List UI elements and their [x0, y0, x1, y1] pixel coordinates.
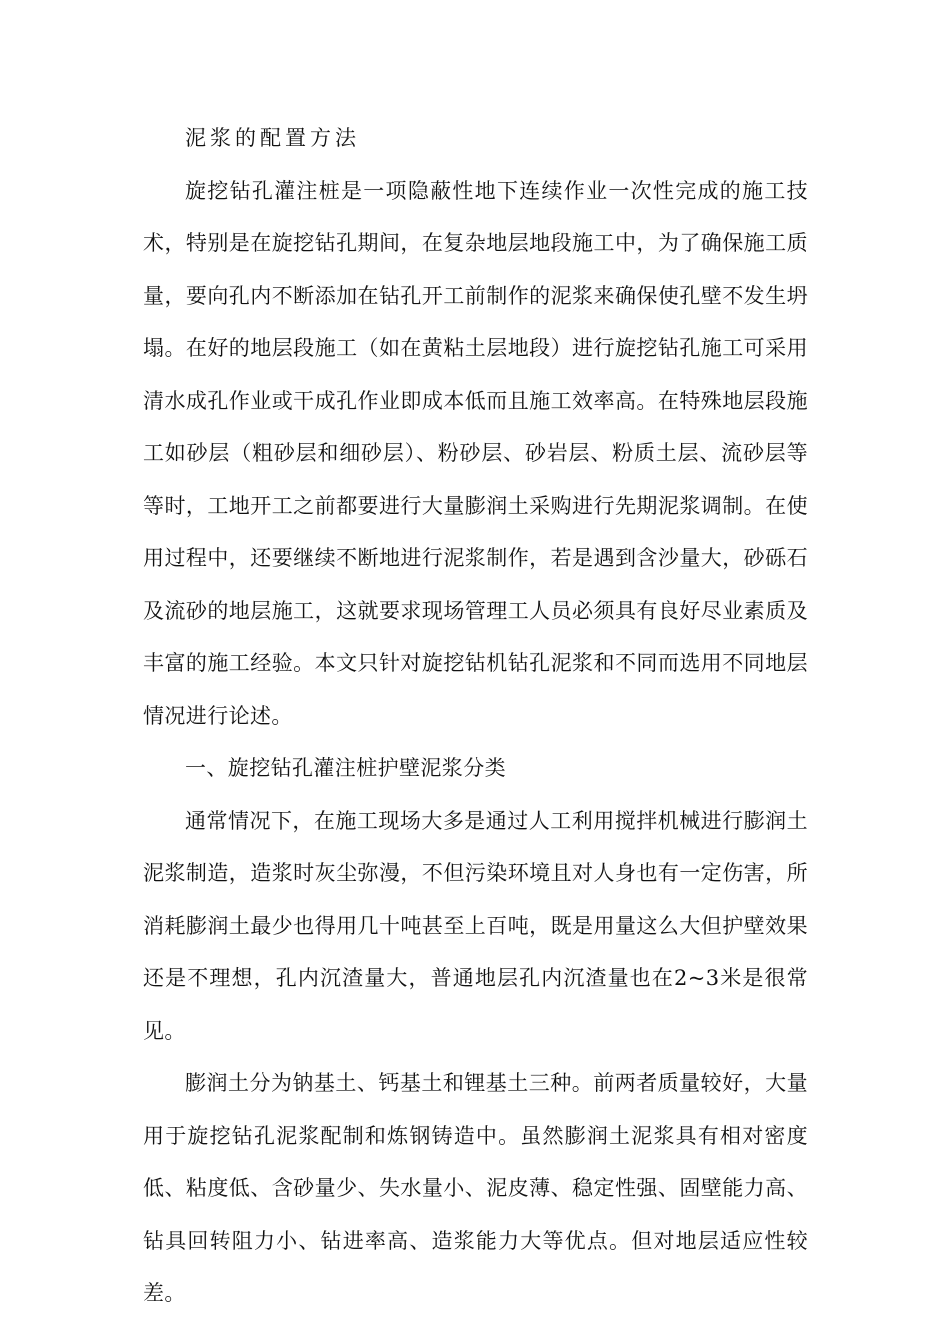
paragraph-bentonite-types: 膨润土分为钠基土、钙基土和锂基土三种。前两者质量较好，大量用于旋挖钻孔泥浆配制和炼钢铸造中。虽然膨润土泥浆具有相对密度低、粘度低、含砂量少、失水量小、泥皮薄、稳定性强、固壁能力高、钻具回转阻力小、钻进率高、造浆能力大等优点。但对地层适应性较差。	[143, 1071, 808, 1305]
section-heading: 一、旋挖钻孔灌注桩护壁泥浆分类	[185, 756, 506, 780]
paragraph-mud-preparation: 通常情况下，在施工现场大多是通过人工利用搅拌机械进行膨润土泥浆制造，造浆时灰尘弥漫，不但污染环境且对人身也有一定伤害，所消耗膨润土最少也得用几十吨甚至上百吨，既是用量这么大但护壁效果还是不理想，孔内沉渣量大，普通地层孔内沉渣量也在2~3米是很常见。	[143, 808, 808, 1043]
paragraph-intro: 旋挖钻孔灌注桩是一项隐蔽性地下连续作业一次性完成的施工技术，特别是在旋挖钻孔期间，在复杂地层地段施工中，为了确保施工质量，要向孔内不断添加在钻孔开工前制作的泥浆来确保使孔壁不发生坍塌。在好的地层段施工（如在黄粘土层地段）进行旋挖钻孔施工可采用清水成孔作业或干成孔作业即成本低而且施工效率高。在特殊地层段施工如砂层（粗砂层和细砂层）、粉砂层、砂岩层、粉质土层、流砂层等等时，工地开工之前都要进行大量膨润土采购进行先期泥浆调制。在使用过程中，还要继续不断地进行泥浆制作，若是遇到含沙量大，砂砾石及流砂的地层施工，这就要求现场管理工人员必须具有良好尽业素质及丰富的施工经验。本文只针对旋挖钻机钻孔泥浆和不同而选用不同地层情况进行论述。	[143, 178, 808, 728]
document-title: 泥浆的配置方法	[185, 126, 360, 150]
document-body	[143, 112, 808, 1320]
